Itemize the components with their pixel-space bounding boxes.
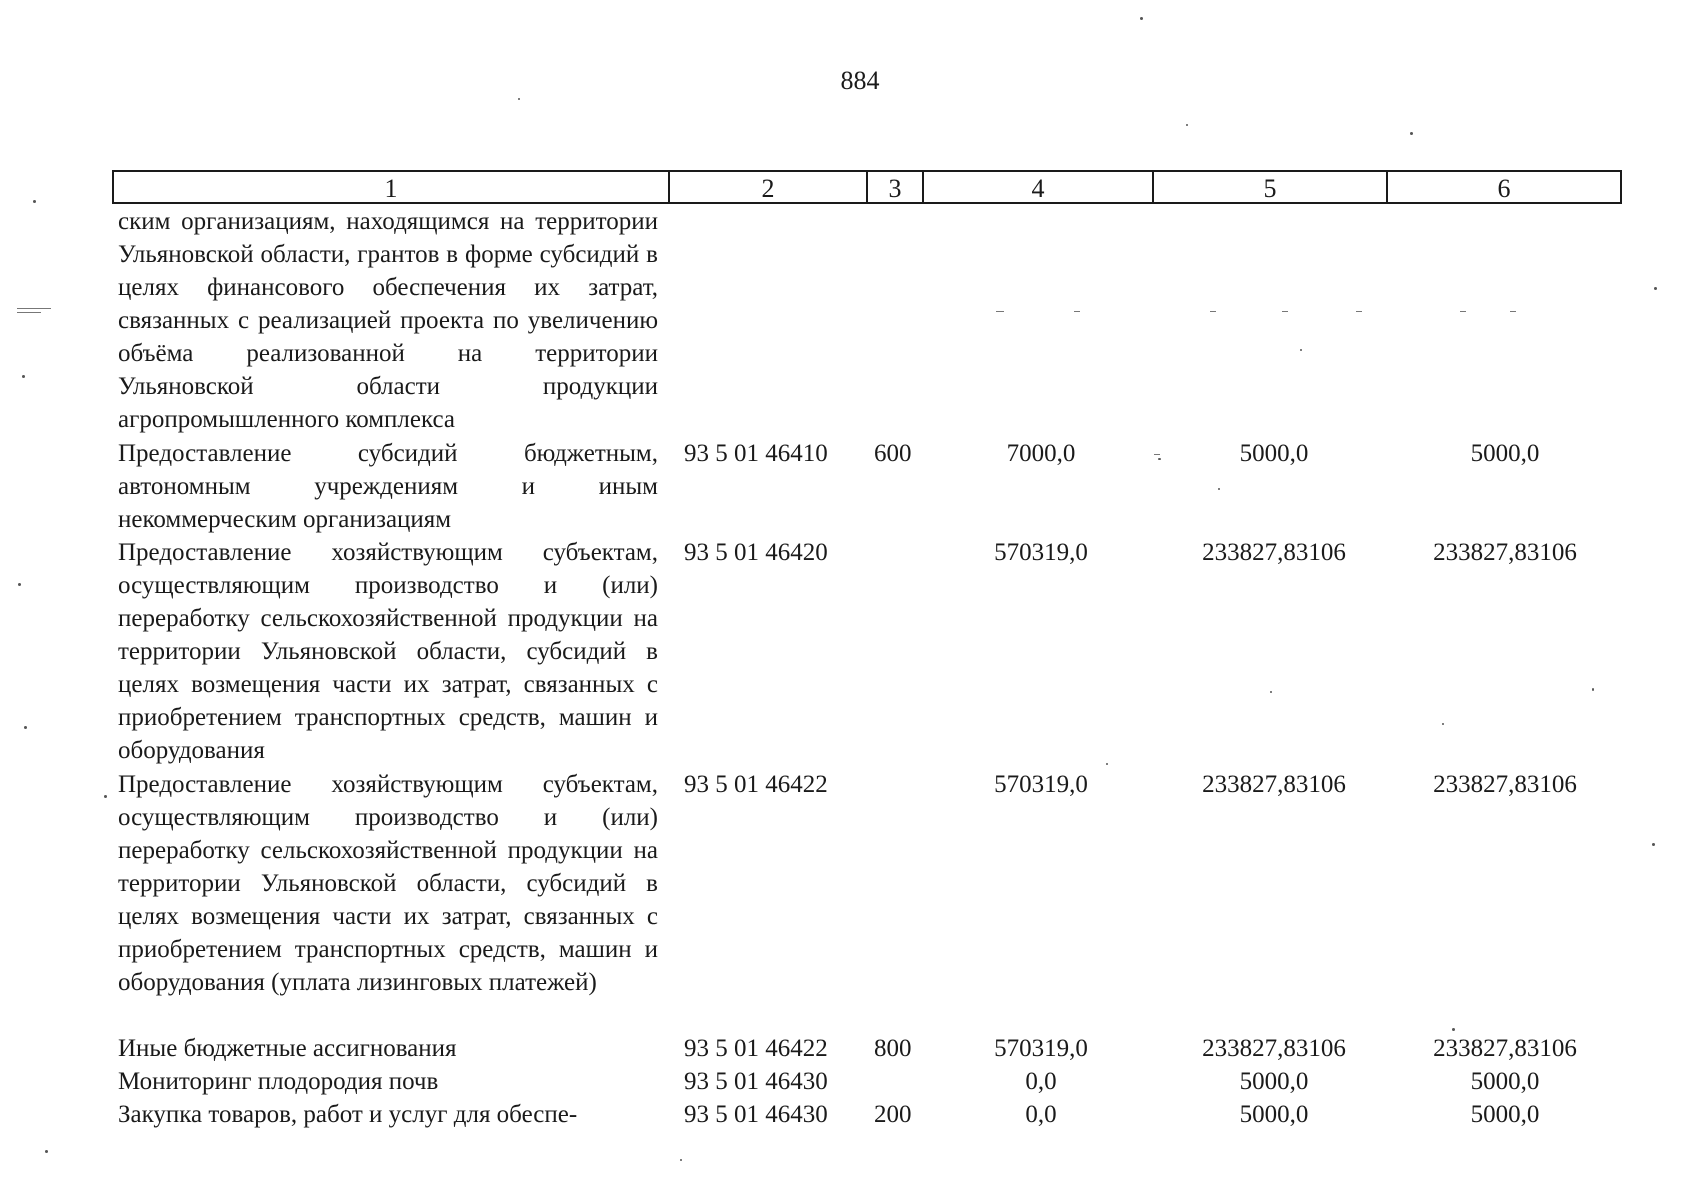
row-value-4: 570319,0	[994, 539, 1088, 566]
row-value-4: 0,0	[1025, 1101, 1057, 1128]
scan-mark	[1210, 311, 1216, 312]
scan-mark	[1510, 311, 1516, 312]
row-type: 800	[874, 1035, 912, 1062]
scan-mark	[17, 308, 51, 309]
scan-speck	[1592, 688, 1594, 691]
scan-speck	[18, 583, 21, 586]
scan-speck	[33, 200, 36, 203]
row-description: ским организациям, находящимся на территории Ульяновской области, грантов в форме субсидий в целях финансового обеспечения их затрат, связанных с реализацией проекта по увеличению объёма реализованной на территории Ульяновской области продукции агропромышленного комплекса	[118, 208, 658, 433]
row-value-5: 233827,83106	[1202, 539, 1346, 566]
row-value-5: 5000,0	[1239, 440, 1309, 467]
scan-speck	[1106, 763, 1108, 765]
row-code: 93 5 01 46422	[684, 1035, 828, 1062]
row-value-5: 233827,83106	[1202, 771, 1346, 798]
scan-speck	[104, 795, 107, 798]
row-value-6: 5000,0	[1470, 1068, 1540, 1095]
row-value-5: 233827,83106	[1202, 1035, 1346, 1062]
row-type: 200	[874, 1101, 912, 1128]
row-description: Иные бюджетные ассигнования	[118, 1035, 457, 1062]
row-description: Предоставление хозяйствующим субъектам, осуществляющим производство и (или) переработку сельскохозяйственной продукции на территории Ульяновской области, субсидий в целях возмещения части их затрат, связанных с приобретением транспортных средств, машин и оборудования	[118, 539, 658, 764]
row-description: Предоставление субсидий бюджетным, автономным учреждениям и иным некоммерческим организациям	[118, 440, 658, 533]
row-value-4: 570319,0	[994, 1035, 1088, 1062]
table-header	[112, 170, 1622, 204]
row-code: 93 5 01 46430	[684, 1068, 828, 1095]
page-number: 884	[840, 66, 880, 95]
row-value-6: 233827,83106	[1433, 1035, 1577, 1062]
row-value-4: 0,0	[1025, 1068, 1057, 1095]
scan-speck	[1652, 843, 1655, 846]
scan-speck	[1218, 488, 1220, 490]
scan-speck	[45, 1150, 48, 1153]
column-header-5: 5	[1154, 172, 1388, 202]
scan-speck	[24, 726, 27, 729]
scan-speck	[1158, 458, 1161, 460]
scan-mark	[1282, 311, 1288, 312]
scan-mark	[1154, 454, 1160, 455]
row-value-6: 233827,83106	[1433, 771, 1577, 798]
row-description: Закупка товаров, работ и услуг для обеспе-	[118, 1101, 578, 1128]
scan-speck	[518, 98, 520, 100]
row-value-4: 7000,0	[1006, 440, 1076, 467]
row-value-6: 5000,0	[1470, 440, 1540, 467]
column-header-2: 2	[670, 172, 868, 202]
scan-mark	[1074, 311, 1080, 312]
scan-speck	[1654, 287, 1657, 290]
row-code: 93 5 01 46420	[684, 539, 828, 566]
scan-speck	[1140, 17, 1143, 20]
scan-speck	[1300, 349, 1302, 351]
scan-mark	[1356, 311, 1362, 312]
scan-mark	[17, 312, 41, 313]
scan-speck	[1442, 723, 1444, 725]
row-code: 93 5 01 46422	[684, 771, 828, 798]
row-code: 93 5 01 46410	[684, 440, 828, 467]
column-header-1: 1	[114, 172, 670, 202]
column-header-3: 3	[868, 172, 924, 202]
row-value-5: 5000,0	[1239, 1068, 1309, 1095]
column-header-4: 4	[924, 172, 1154, 202]
scan-speck	[680, 1159, 682, 1161]
row-type: 600	[874, 440, 912, 467]
column-header-6: 6	[1497, 174, 1511, 203]
row-value-6: 233827,83106	[1433, 539, 1577, 566]
row-code: 93 5 01 46430	[684, 1101, 828, 1128]
scan-mark	[1460, 311, 1466, 312]
scan-mark	[996, 311, 1004, 312]
row-value-6: 5000,0	[1470, 1101, 1540, 1128]
row-description: Мониторинг плодородия почв	[118, 1068, 439, 1095]
row-description: Предоставление хозяйствующим субъектам, осуществляющим производство и (или) переработку сельскохозяйственной продукции на территории Ульяновской области, субсидий в целях возмещения части их затрат, связанных с приобретением транспортных средств, машин и оборудования (уплата лизинговых платежей)	[118, 771, 658, 996]
scan-speck	[22, 375, 25, 378]
scan-speck	[1452, 1028, 1455, 1031]
scan-speck	[1186, 124, 1188, 126]
row-value-4: 570319,0	[994, 771, 1088, 798]
scan-speck	[1410, 132, 1413, 135]
scan-speck	[1270, 691, 1272, 693]
row-value-5: 5000,0	[1239, 1101, 1309, 1128]
